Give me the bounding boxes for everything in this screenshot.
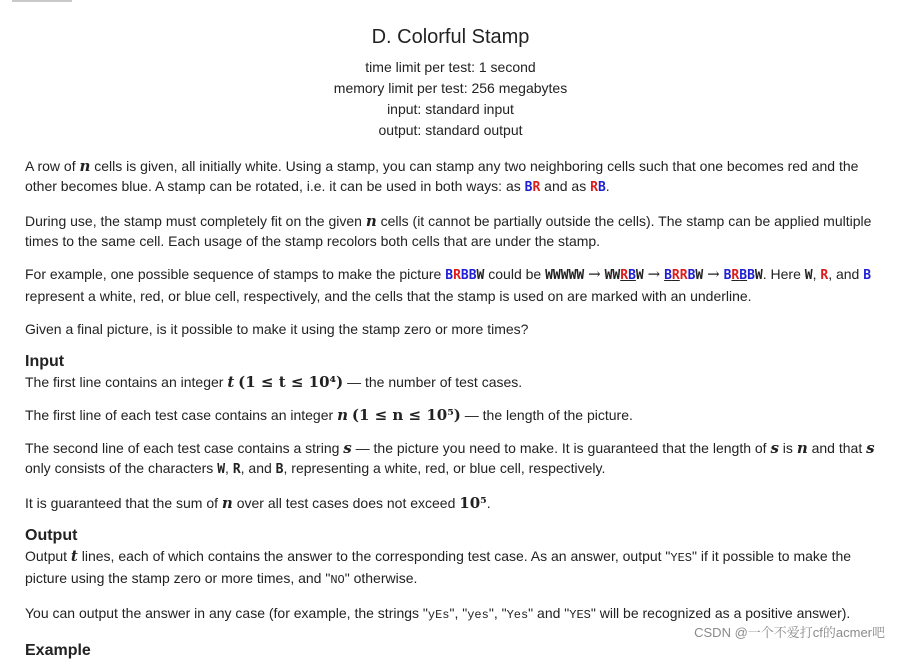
- top-divider: [12, 0, 72, 2]
- input-line-1: The first line contains an integer t (1 ≤ t ≤ 10⁴) — the number of test cases.: [25, 373, 523, 391]
- input-heading: Input: [25, 353, 65, 370]
- input-line-2: The first line of each test case contains an integer n (1 ≤ n ≤ 10⁵) — the length of the picture.: [25, 406, 633, 424]
- output-line-2: You can output the answer in any case (for example, the strings "yEs", "yes", "Yes" and "YES" will be recognized as a positive answer).: [25, 605, 851, 622]
- example-heading-partial: Example: [25, 642, 91, 659]
- time-limit: time limit per test: 1 second: [365, 59, 536, 75]
- input-line-4: It is guaranteed that the sum of n over all test cases does not exceed 10⁵.: [25, 494, 491, 512]
- problem-title: D. Colorful Stamp: [371, 26, 530, 48]
- statement-paragraph-4: Given a final picture, is it possible to make it using the stamp zero or more times?: [25, 321, 529, 337]
- csdn-watermark: CSDN @一个不爱打cf的acmer吧: [694, 625, 885, 640]
- input-spec: input: standard input: [387, 101, 514, 117]
- input-line-3: The second line of each test case contains a string s — the picture you need to make. It is guaranteed that the length of s is n and that s only consists of the characters W, R, and B, representing a white, red, or blue cell, respectively.: [25, 439, 875, 477]
- problem-header: [0, 26, 901, 141]
- problem-statement: [25, 156, 875, 638]
- output-line-1: Output t lines, each of which contains the answer to the corresponding test case. As an answer, output "YES" if it possible to make the picture using the stamp zero or more times, and "NO" otherwise.: [25, 547, 852, 587]
- output-heading: Output: [25, 527, 78, 544]
- statement-paragraph-1: A row of n cells is given, all initially white. Using a stamp, you can stamp any two neighboring cells such that one becomes red and the other becomes blue. A stamp can be rotated, i.e. it can be used in both ways: as BR and as RB.: [25, 157, 859, 195]
- memory-limit: memory limit per test: 256 megabytes: [333, 80, 568, 96]
- output-spec: output: standard output: [378, 122, 523, 138]
- statement-paragraph-2: During use, the stamp must completely fit on the given n cells (it cannot be partially outside the cells). The stamp can be applied multiple times to the same cell. Each usage of the stamp recolors both cells that are under the stamp.: [25, 212, 872, 249]
- statement-paragraph-3: For example, one possible sequence of stamps to make the picture BRBBW could be WWWWW → WWRBW → BRRBW → BRBBW. Here W, R, and B represent a white, red, or blue cell, respectively, and the cells that the stamp is used on are marked with an underline.: [25, 265, 872, 304]
